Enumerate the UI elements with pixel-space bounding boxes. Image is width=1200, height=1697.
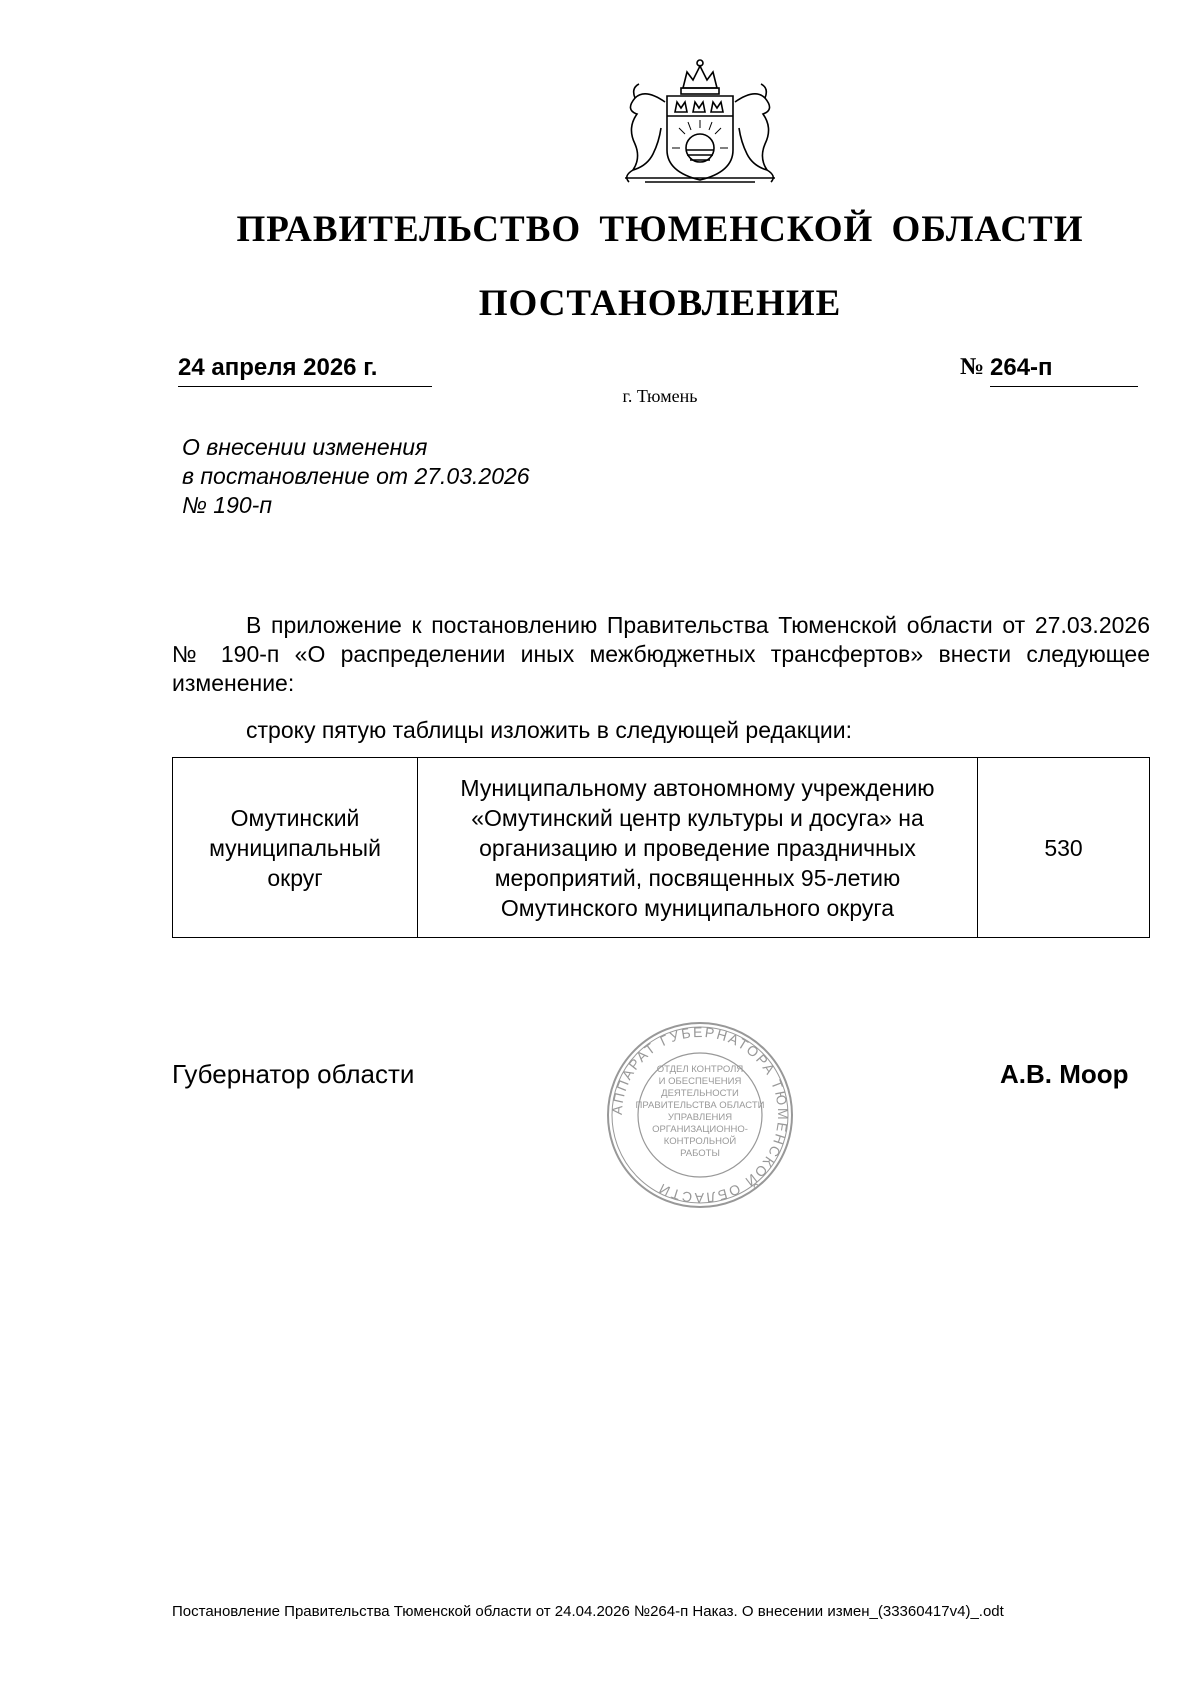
amendment-table <box>172 757 1150 938</box>
document-number: 264-п <box>990 354 1138 387</box>
official-seal-icon <box>605 1020 795 1210</box>
table-cell-amount: 530 <box>978 758 1150 938</box>
seal-outer-text: АППАРАТ ГУБЕРНАТОРА ТЮМЕНСКОЙ ОБЛАСТИ <box>608 1023 792 1207</box>
number-sign: № <box>960 354 985 380</box>
seal-inner-line: ОТДЕЛ КОНТРОЛЯ <box>656 1064 744 1075</box>
subject-line: в постановление от 27.03.2026 <box>182 463 530 489</box>
subject-line: № 190-п <box>182 492 272 518</box>
seal-inner-line: КОНТРОЛЬНОЙ <box>663 1136 737 1147</box>
signer-title: Губернатор области <box>172 1059 415 1089</box>
seal-inner-line: ОРГАНИЗАЦИОННО- <box>652 1124 748 1135</box>
seal-inner-line: ПРАВИТЕЛЬСТВА ОБЛАСТИ <box>635 1100 765 1111</box>
body-paragraph-instruction: строку пятую таблицы изложить в следующей редакции: <box>246 717 853 743</box>
document-type-title: ПОСТАНОВЛЕНИЕ <box>478 283 842 324</box>
seal-inner-line: УПРАВЛЕНИЯ <box>667 1112 733 1123</box>
document-footer: Постановление Правительства Тюменской области от 24.04.2026 №264-п Наказ. О внесении измен_(33360417v4)_.odt <box>172 1603 1004 1620</box>
body-paragraph: В приложение к постановлению Правительства Тюменской области от 27.03.2026 № 190-п «О распределении иных межбюджетных трансфертов» внести следующее изменение: <box>172 612 1150 696</box>
seal-inner-line: ДЕЯТЕЛЬНОСТИ <box>661 1088 739 1099</box>
table-cell-recipient: Муниципальному автономному учреждению «Омутинский центр культуры и досуга» на организацию и проведение праздничных мероприятий, посвященных 95-летию Омутинского муниципального округа <box>418 758 978 938</box>
signer-name: А.В. Моор <box>1000 1059 1129 1089</box>
government-title: ПРАВИТЕЛЬСТВО ТЮМЕНСКОЙ ОБЛАСТИ <box>236 209 1084 250</box>
table-row <box>173 758 1150 938</box>
seal-inner-line: И ОБЕСПЕЧЕНИЯ <box>658 1076 742 1087</box>
document-date: 24 апреля 2026 г. <box>178 354 432 387</box>
subject-line: О внесении изменения <box>182 434 428 460</box>
document-subject <box>182 433 530 520</box>
document-city: г. Тюмень <box>622 386 698 406</box>
table-cell-municipality: Омутинский муниципальный округ <box>173 758 418 938</box>
coat-of-arms-icon <box>605 58 795 188</box>
seal-inner-line: РАБОТЫ <box>680 1148 720 1159</box>
